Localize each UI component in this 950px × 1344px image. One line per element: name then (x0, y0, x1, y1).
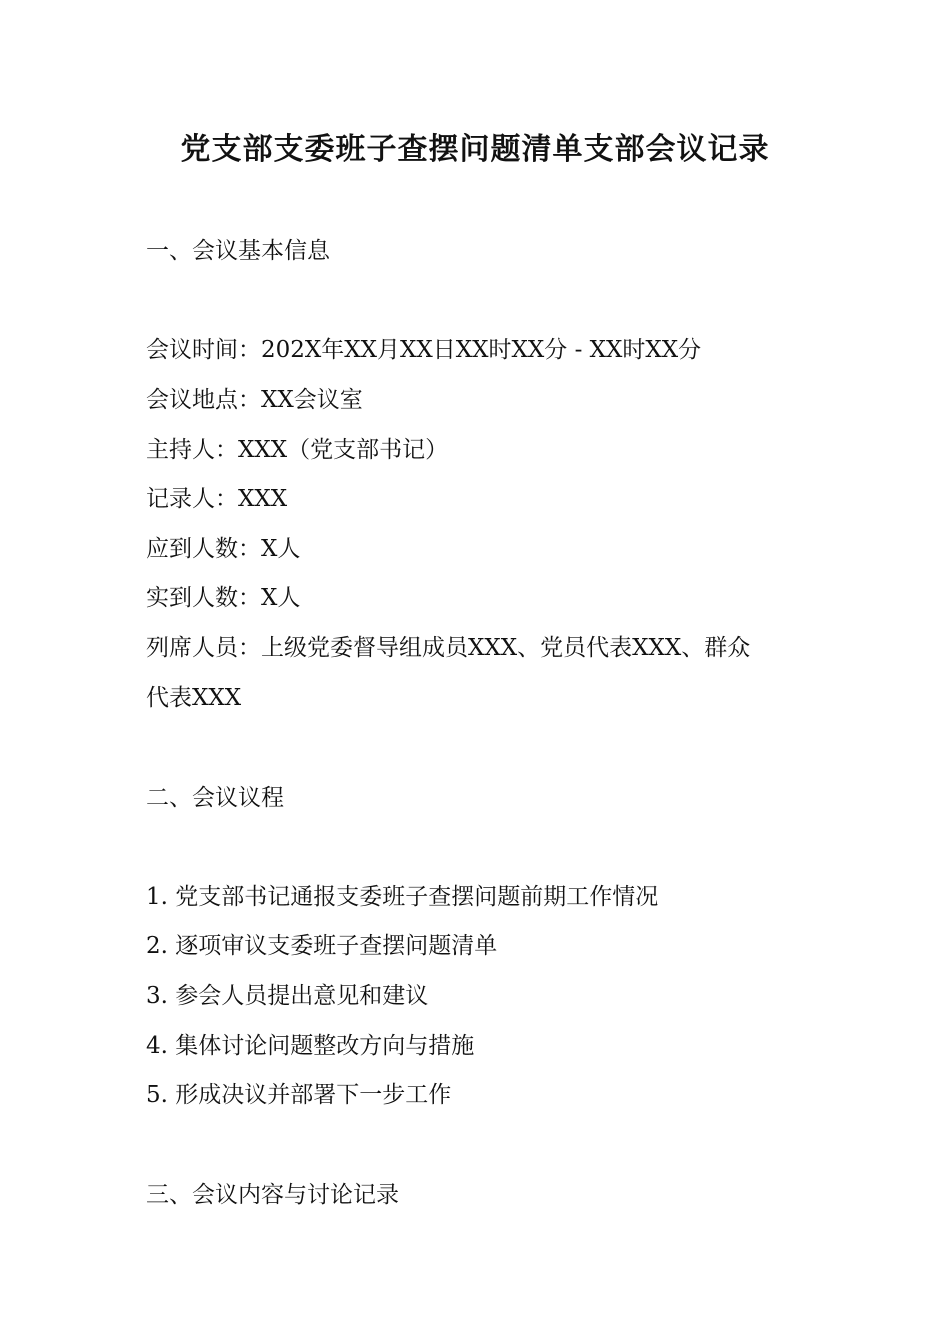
agenda-item: 1. 党支部书记通报支委班子查摆问题前期工作情况 (146, 884, 659, 910)
meeting-recorder: 记录人：XXX (146, 486, 288, 512)
meeting-host: 主持人：XXX（党支部书记） (146, 437, 449, 463)
observers-line-1: 列席人员：上级党委督导组成员XXX、党员代表XXX、群众 (146, 635, 751, 661)
section-heading-agenda: 二、会议议程 (146, 785, 284, 811)
meeting-place: 会议地点：XX会议室 (146, 387, 363, 413)
observers-line-2: 代表XXX (146, 685, 242, 711)
meeting-time: 会议时间：202X年XX月XX日XX时XX分 - XX时XX分 (146, 337, 702, 363)
section-heading-basic-info: 一、会议基本信息 (146, 238, 330, 264)
agenda-item: 4. 集体讨论问题整改方向与措施 (146, 1033, 475, 1059)
actual-attendees: 实到人数：X人 (146, 585, 301, 611)
expected-attendees: 应到人数：X人 (146, 536, 301, 562)
section-heading-content: 三、会议内容与讨论记录 (146, 1182, 399, 1208)
document-title: 党支部支委班子查摆问题清单支部会议记录 (180, 132, 770, 167)
agenda-item: 5. 形成决议并部署下一步工作 (146, 1082, 452, 1108)
agenda-item: 2. 逐项审议支委班子查摆问题清单 (146, 933, 498, 959)
agenda-item: 3. 参会人员提出意见和建议 (146, 983, 429, 1009)
